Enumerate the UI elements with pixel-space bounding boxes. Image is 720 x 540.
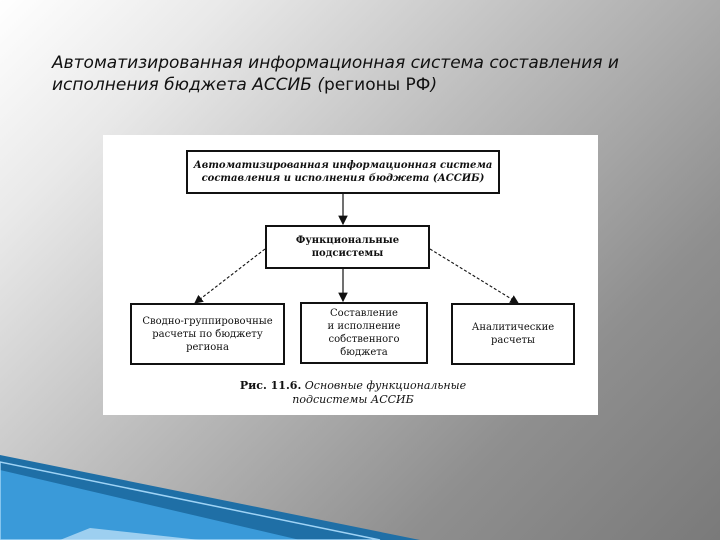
node-assib-system: [186, 150, 500, 194]
node-analytical-calculations: [451, 303, 575, 365]
leaf3-line2: расчеты: [491, 335, 535, 346]
slide-title-regions: регионы РФ: [323, 75, 431, 95]
node-assib-line1: Автоматизированная информационная система: [193, 160, 493, 171]
figure-panel: [103, 135, 598, 415]
leaf1-line1: Сводно-группировочные: [142, 315, 273, 327]
slide-title-main: Автоматизированная информационная система составления и исполнения бюджета АССИБ (: [52, 53, 619, 95]
caption-text-line1: Основные функциональные: [304, 379, 467, 392]
leaf2-line2: и исполнение: [327, 321, 401, 332]
caption-figure-number: Рис. 11.6.: [239, 379, 302, 392]
leaf2-line3: собственного бюджета: [328, 334, 400, 358]
node-functional-line2: подсистемы: [311, 248, 384, 259]
figure-caption: [183, 379, 523, 407]
node-assib-line2: составления и исполнения бюджета (АССИБ): [201, 173, 485, 184]
caption-text-line2: подсистемы АССИБ: [292, 393, 414, 406]
leaf1-line2: расчеты по бюджету: [152, 328, 263, 340]
node-functional-subsystems: [265, 225, 430, 269]
leaf2-line1: Составление: [330, 308, 398, 319]
slide-title: [52, 52, 692, 96]
arrow-middle-to-right: [430, 249, 518, 303]
arrow-middle-to-left: [195, 249, 265, 303]
slide-title-close: ): [430, 75, 438, 95]
node-own-budget: [300, 302, 428, 364]
leaf3-line1: Аналитические: [471, 322, 555, 333]
leaf1-line3: региона: [186, 341, 229, 353]
node-functional-line1: Функциональные: [295, 235, 400, 246]
node-consolidated-calculations: [130, 303, 285, 365]
